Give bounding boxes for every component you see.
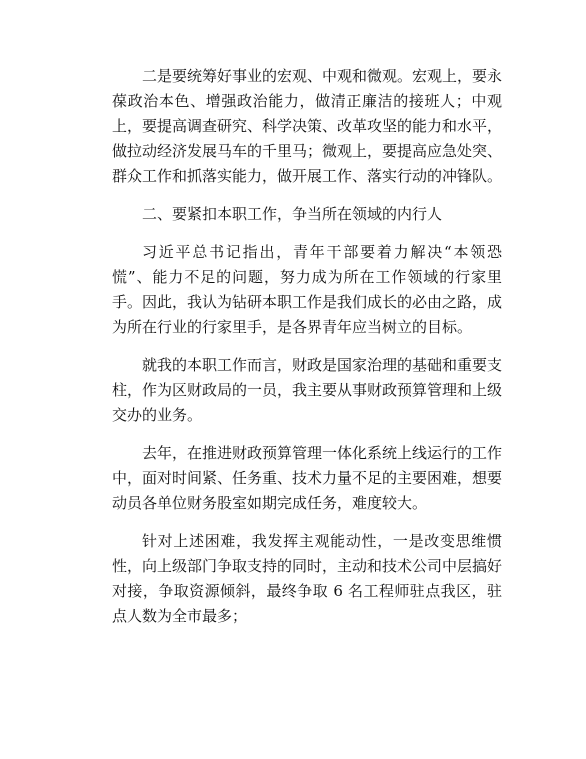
paragraph-quote: 习近平总书记指出，青年干部要着力解决“本领恐慌”、能力不足的问题，努力成为所在工作领域的行家里手。因此，我认为钻研本职工作是我们成长的必由之路，成为所在行业的行家里手，是各界青年应当树立的目标。 bbox=[112, 243, 503, 336]
document-body bbox=[112, 64, 502, 642]
paragraph-job: 就我的本职工作而言，财政是国家治理的基础和重要支柱，作为区财政局的一员，我主要从事财政预算管理和上级交办的业务。 bbox=[112, 356, 503, 424]
paragraph-macro-micro: 二是要统筹好事业的宏观、中观和微观。宏观上，要永葆政治本色、增强政治能力，做清正廉洁的接班人；中观上，要提高调查研究、科学决策、改革攻坚的能力和水平，做拉动经济发展马车的千里马；微观上，要提高应急处突、群众工作和抓落实能力，做开展工作、落实行动的冲锋队。 bbox=[112, 67, 503, 185]
paragraph-measures: 针对上述困难，我发挥主观能动性，一是改变思维惯性，向上级部门争取支持的同时，主动和技术公司中层搞好对接，争取资源倾斜，最终争取 6 名工程师驻点我区，驻点人数为全市最多； bbox=[112, 532, 503, 625]
paragraph-last-year: 去年，在推进财政预算管理一体化系统上线运行的工作中，面对时间紧、任务重、技术力量不足的主要困难，想要动员各单位财务股室如期完成任务，难度较大。 bbox=[112, 444, 503, 512]
section-heading-2: 二、要紧扣本职工作，争当所在领域的内行人 bbox=[142, 205, 443, 223]
